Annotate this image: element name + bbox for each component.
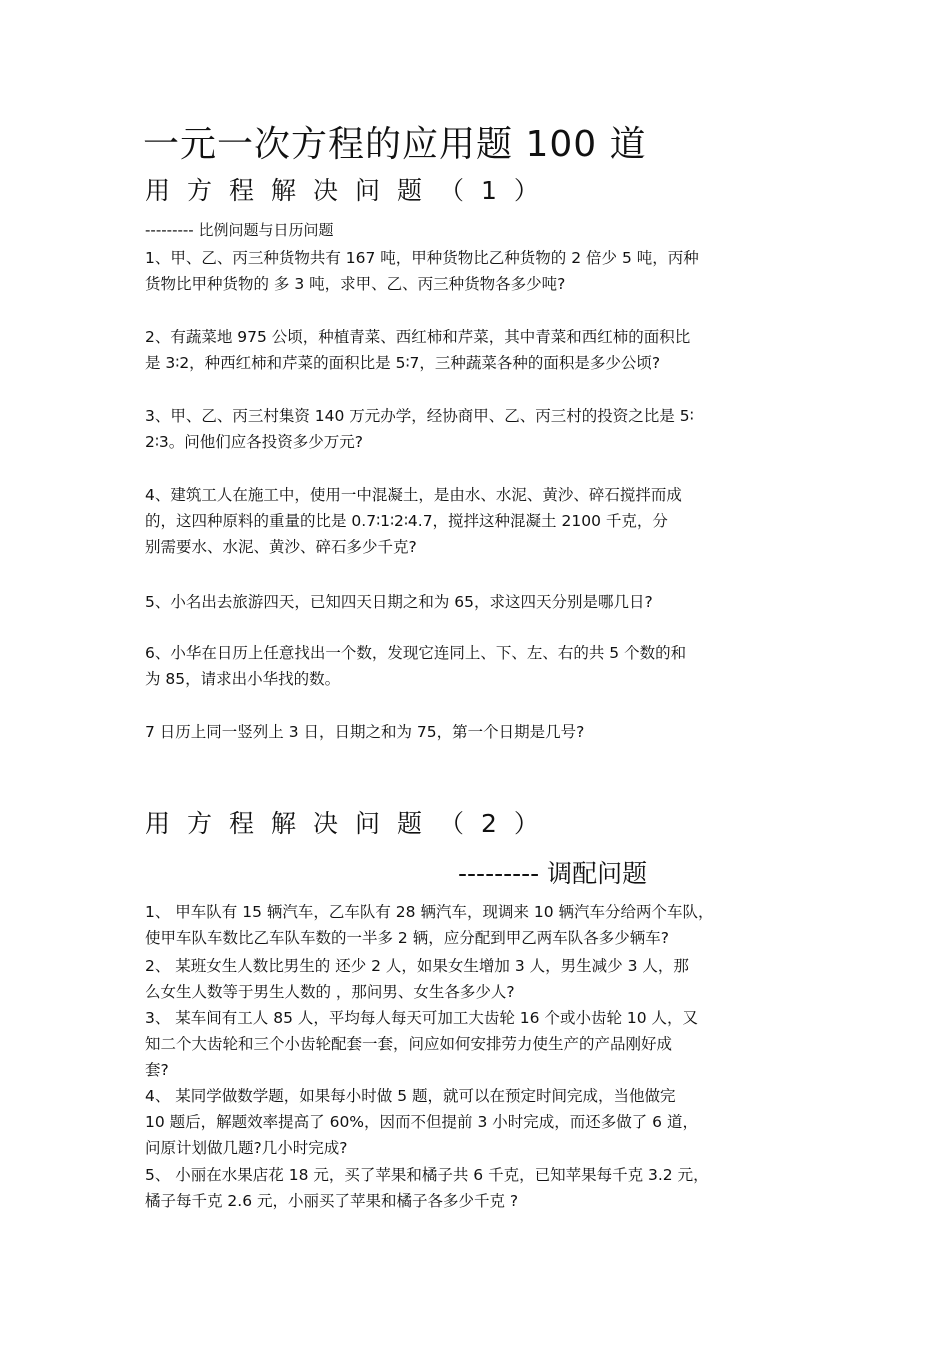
- problem-line: 10 题后，解题效率提高了 60%，因而不但提前 3 小时完成，而还多做了 6 道，: [145, 1113, 698, 1131]
- problem-line: 知二个大齿轮和三个小齿轮配套一套，问应如何安排劳力使生产的产品刚好成: [145, 1035, 673, 1053]
- problem-2-5: [145, 1162, 815, 1214]
- problem-line: 1、 甲车队有 15 辆汽车，乙车队有 28 辆汽车，现调来 10 辆汽车分给两个车队，: [145, 903, 714, 921]
- problem-line: 么女生人数等于男生人数的 ，那问男、女生各多少人?: [145, 983, 515, 1001]
- problem-line: 1、甲、乙、丙三种货物共有 167 吨，甲种货物比乙种货物的 2 倍少 5 吨，丙种: [145, 249, 699, 267]
- problem-line: 使甲车队车数比乙车队车数的一半多 2 辆，应分配到甲乙两车队各多少辆车?: [145, 929, 669, 947]
- problem-line: 5、小名出去旅游四天，已知四天日期之和为 65，求这四天分别是哪几日?: [145, 593, 653, 611]
- problem-2-2: [145, 953, 815, 1005]
- problem-1-1: [145, 245, 815, 297]
- section-1-subtitle: --------- 比例问题与日历问题: [145, 221, 334, 239]
- problem-line: 是 3∶2，种西红柿和芹菜的面积比是 5∶7，三种蔬菜各种的面积是多少公顷?: [145, 354, 661, 372]
- problem-line: 4、 某同学做数学题，如果每小时做 5 题，就可以在预定时间完成，当他做完: [145, 1087, 676, 1105]
- problem-line: 2、有蔬菜地 975 公顷，种植青菜、西红柿和芹菜，其中青菜和西红柿的面积比: [145, 328, 691, 346]
- section-2-subtitle: --------- 调配问题: [458, 859, 648, 888]
- section-1-heading: 用方程解决问题（1）: [145, 176, 556, 205]
- problem-line: 的，这四种原料的重量的比是 0.7∶1∶2∶4.7，搅拌这种混凝土 2100 千克，分: [145, 512, 668, 530]
- problem-line: 6、小华在日历上任意找出一个数，发现它连同上、下、左、右的共 5 个数的和: [145, 644, 687, 662]
- problem-line: 橘子每千克 2.6 元，小丽买了苹果和橘子各多少千克 ?: [145, 1192, 519, 1210]
- problem-line: 别需要水、水泥、黄沙、碎石多少千克?: [145, 538, 417, 556]
- problem-line: 为 85，请求出小华找的数。: [145, 670, 341, 688]
- problem-line: 7 日历上同一竖列上 3 日，日期之和为 75，第一个日期是几号?: [145, 723, 585, 741]
- problem-2-3: [145, 1005, 815, 1083]
- problem-line: 货物比甲种货物的 多 3 吨，求甲、乙、丙三种货物各多少吨?: [145, 275, 566, 293]
- problem-1-5: [145, 589, 815, 615]
- problem-1-6: [145, 640, 815, 692]
- problem-line: 问原计划做几题?几小时完成?: [145, 1139, 348, 1157]
- problem-2-1: [145, 899, 815, 951]
- problem-line: 2∶3。问他们应各投资多少万元?: [145, 433, 363, 451]
- problem-line: 3、 某车间有工人 85 人，平均每人每天可加工大齿轮 16 个或小齿轮 10 人，又: [145, 1009, 699, 1027]
- problem-line: 3、甲、乙、丙三村集资 140 万元办学，经协商甲、乙、丙三村的投资之比是 5∶: [145, 407, 694, 425]
- problem-line: 2、 某班女生人数比男生的 还少 2 人，如果女生增加 3 人，男生减少 3 人，那: [145, 957, 689, 975]
- problem-1-4: [145, 482, 815, 560]
- problem-1-3: [145, 403, 815, 455]
- problem-line: 5、 小丽在水果店花 18 元，买了苹果和橘子共 6 千克，已知苹果每千克 3.2 元，: [145, 1166, 709, 1184]
- problem-line: 套?: [145, 1061, 169, 1079]
- problem-1-2: [145, 324, 815, 376]
- section-2-heading: 用方程解决问题（2）: [145, 809, 556, 838]
- document-title: 一元一次方程的应用题 100 道: [143, 124, 647, 165]
- problem-1-7: [145, 719, 815, 745]
- problem-2-4: [145, 1083, 815, 1161]
- problem-line: 4、建筑工人在施工中，使用一中混凝土，是由水、水泥、黄沙、碎石搅拌而成: [145, 486, 682, 504]
